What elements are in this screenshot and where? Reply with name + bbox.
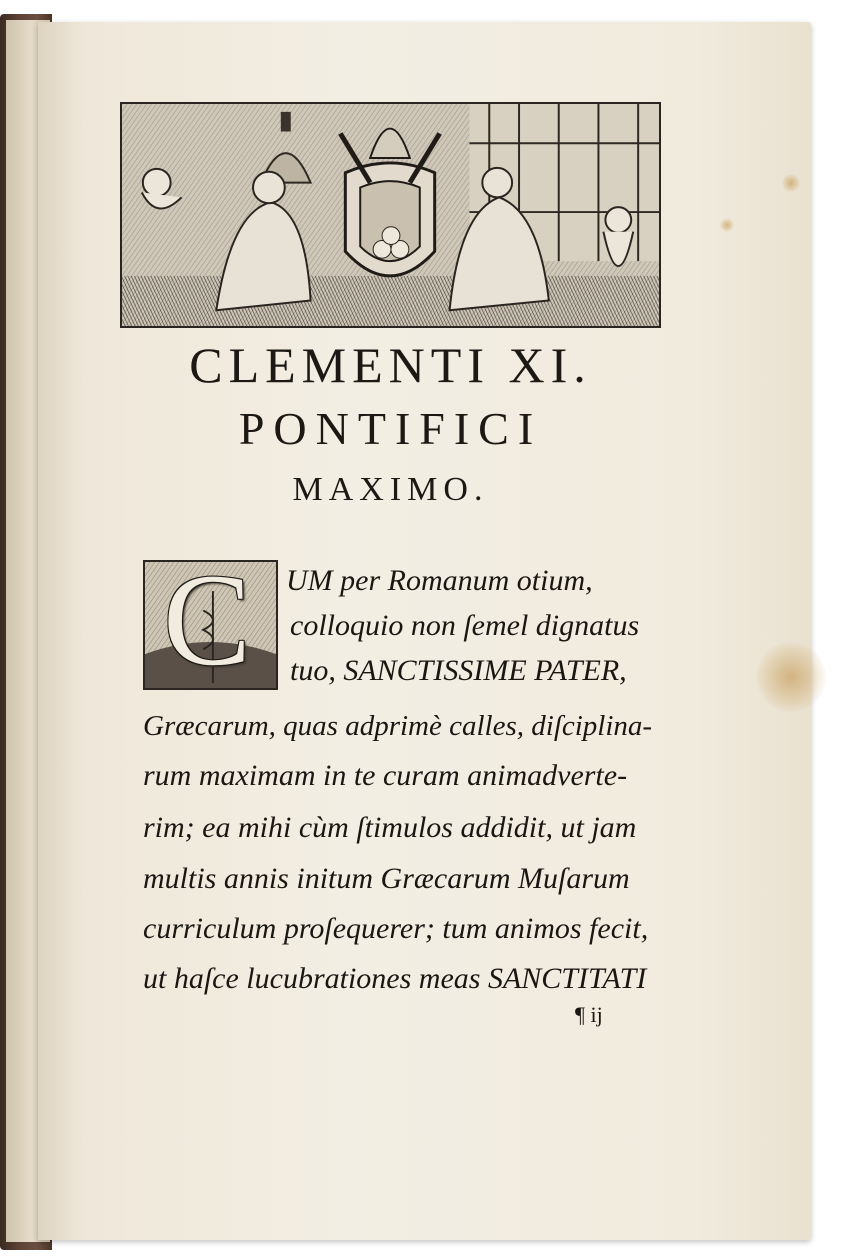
dedication-line: rum maximam in te curam animadverte- [143,759,628,792]
foxing-stain [720,218,734,232]
engraved-headpiece [120,102,661,328]
dedication-line: Græcarum, quas adprimè calles, diſciplina- [143,710,653,742]
dedication-line: curriculum proſequerer; tum animos fecit, [143,912,649,945]
dedication-line: multis annis initum Græcarum Muſarum [143,862,630,895]
dedication-line: tuo, SANCTISSIME PATER, [290,654,627,687]
dedication-line: UM per Romanum otium, [286,564,593,597]
signature-mark: ¶ ij [575,1002,603,1027]
foxing-stain [782,174,800,192]
dedication-line: colloquio non ſemel dignatus [290,609,640,642]
foxing-stain [756,642,826,712]
headpiece-illustration [122,104,659,326]
dedication-line: rim; ea mihi cùm ſtimulos addidit, ut jam [143,811,637,844]
title-line-3: MAXIMO. [292,471,489,508]
decorated-initial [143,560,278,690]
title-line-1: CLEMENTI XI. [189,337,592,393]
initial-letter: C [163,560,252,690]
dedication-line: ut haſce lucubrationes meas SANCTITATI [143,962,647,995]
title-line-2: PONTIFICI [238,403,543,454]
